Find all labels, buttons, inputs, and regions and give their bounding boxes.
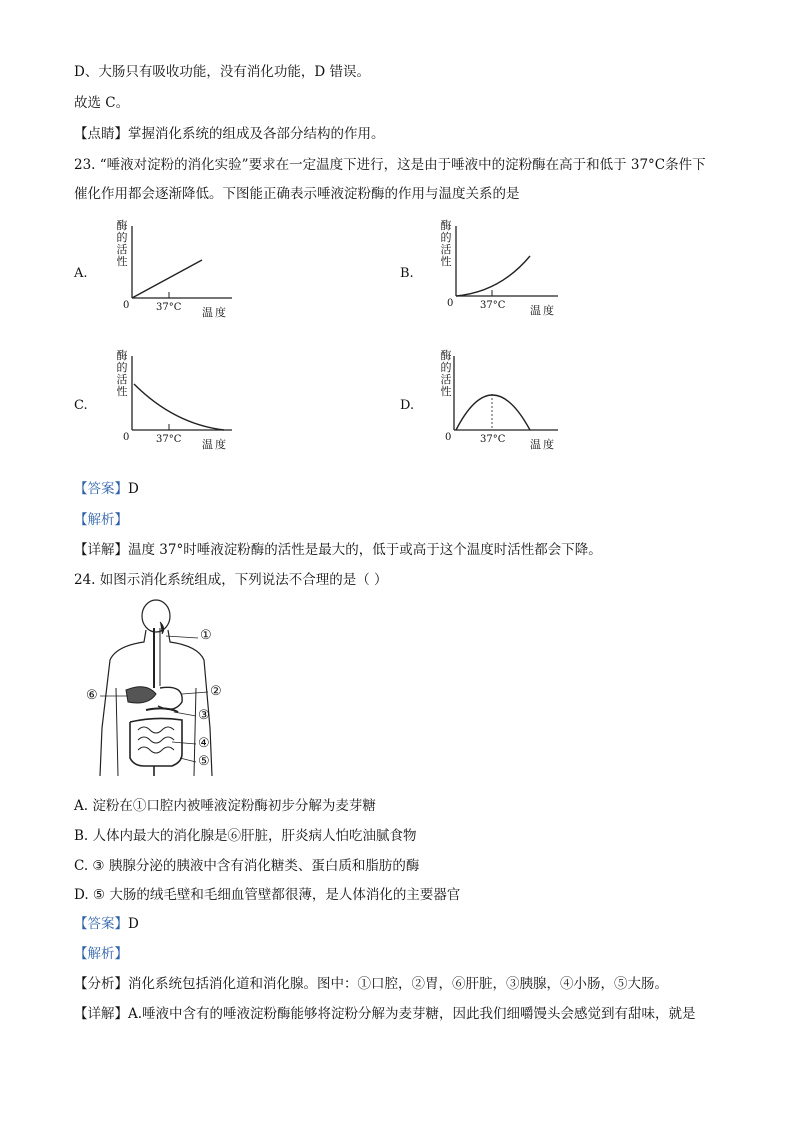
- graph-option-b: [400, 220, 580, 320]
- option-label: B.: [400, 266, 414, 281]
- curve: [456, 256, 530, 296]
- graph-option-c: [74, 350, 254, 450]
- question-23-line2: 催化作用都会逐渐降低。下图能正确表示唾液淀粉酶的作用与温度关系的是: [74, 186, 520, 202]
- y-axis-label: 酶 的 活 性: [440, 349, 452, 398]
- origin-label: 0: [123, 300, 130, 311]
- digestive-system-diagram: [86, 598, 226, 778]
- x-axis-label: 温度: [530, 304, 556, 317]
- tick-label: 37°C: [156, 302, 182, 313]
- detail-24: 【详解】A.唾液中含有的唾液淀粉酶能够将淀粉分解为麦芽糖，因此我们细嚼馒头会感觉到有甜味，就是: [74, 1006, 696, 1022]
- y-axis-label: 酶 的 活 性: [116, 219, 128, 268]
- curve: [132, 260, 202, 298]
- text-line: D、大肠只有吸收功能，没有消化功能，D 错误。: [74, 64, 370, 80]
- label-1: ①: [200, 628, 212, 643]
- origin-label: 0: [445, 432, 452, 443]
- option-label: C.: [74, 398, 88, 413]
- tick-label: 37°C: [156, 434, 182, 445]
- option-c: C. ③ 胰腺分泌的胰液中含有消化糖类、蛋白质和脂肪的酶: [74, 858, 420, 874]
- text-line: 故选 C。: [74, 95, 130, 111]
- origin-label: 0: [123, 432, 130, 443]
- graph-option-d: [400, 350, 580, 450]
- option-b: B. 人体内最大的消化腺是⑥肝脏，肝炎病人怕吃油腻食物: [74, 828, 417, 844]
- option-d: D. ⑤ 大肠的绒毛壁和毛细血管壁都很薄，是人体消化的主要器官: [74, 887, 461, 903]
- graph-option-a: [74, 220, 254, 320]
- label-3: ③: [198, 708, 210, 723]
- tick-label: 37°C: [480, 434, 506, 445]
- curve: [134, 384, 224, 430]
- x-axis-label: 温度: [202, 438, 228, 451]
- label-5: ⑤: [198, 754, 210, 769]
- label-4: ④: [198, 736, 210, 751]
- analysis-24-heading: 【解析】: [74, 946, 128, 962]
- question-23-line1: 23. “唾液对淀粉的消化实验”要求在一定温度下进行，这是由于唾液中的淀粉酶在高于和低于 37°C条件下: [74, 157, 706, 173]
- option-a: A. 淀粉在①口腔内被唾液淀粉酶初步分解为麦芽糖: [74, 798, 376, 814]
- detail-23: 【详解】温度 37°时唾液淀粉酶的活性是最大的，低于或高于这个温度时活性都会下降。: [74, 542, 602, 558]
- option-label: D.: [400, 398, 415, 413]
- option-label: A.: [74, 266, 88, 281]
- label-6: ⑥: [86, 688, 98, 703]
- answer-24: 【答案】D: [74, 916, 139, 932]
- origin-label: 0: [447, 298, 454, 309]
- y-axis-label: 酶 的 活 性: [116, 349, 128, 398]
- analysis-23-heading: 【解析】: [74, 512, 128, 528]
- analysis-24: 【分析】消化系统包括消化道和消化腺。图中：①口腔，②胃，⑥肝脏，③胰腺，④小肠，⑤大肠。: [74, 976, 668, 992]
- answer-23: 【答案】D: [74, 481, 139, 497]
- y-axis-label: 酶 的 活 性: [440, 219, 452, 268]
- x-axis-label: 温度: [202, 306, 228, 319]
- x-axis-label: 温度: [530, 438, 556, 451]
- question-24: 24. 如图示消化系统组成，下列说法不合理的是（ ）: [74, 572, 388, 588]
- tick-label: 37°C: [480, 300, 506, 311]
- tip-line: 【点睛】掌握消化系统的组成及各部分结构的作用。: [74, 126, 385, 142]
- curve: [456, 395, 530, 430]
- label-2: ②: [210, 684, 222, 699]
